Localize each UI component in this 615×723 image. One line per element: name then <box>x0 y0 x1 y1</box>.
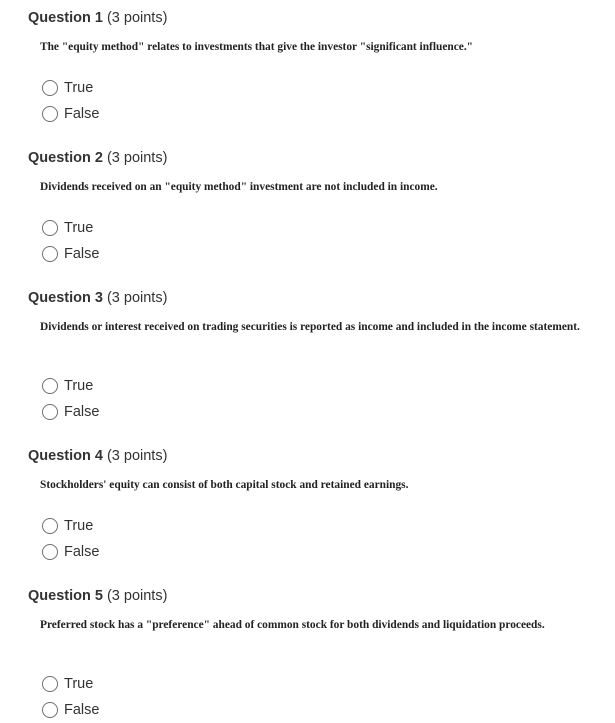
question-prompt: Stockholders' equity can consist of both capital stock and retained earnings. <box>40 479 409 491</box>
question-header <box>28 588 167 604</box>
question-points: (3 points) <box>106 290 168 306</box>
answer-option-false[interactable] <box>42 104 99 124</box>
question-number: Question 1 <box>28 10 103 26</box>
radio-button[interactable] <box>42 220 58 236</box>
answer-option-false[interactable] <box>42 244 99 264</box>
option-label: True <box>64 378 94 394</box>
question-number: Question 3 <box>28 290 103 306</box>
question-points: (3 points) <box>106 10 168 26</box>
question-header <box>28 10 167 26</box>
radio-button[interactable] <box>42 404 58 420</box>
answer-option-true[interactable] <box>42 218 93 238</box>
answer-option-false[interactable] <box>42 700 99 720</box>
question-prompt: Dividends or interest received on trading securities is reported as income and included in the income statement. <box>40 321 580 333</box>
radio-button[interactable] <box>42 702 58 718</box>
answer-option-false[interactable] <box>42 402 99 422</box>
option-label: True <box>64 676 94 692</box>
radio-button[interactable] <box>42 106 58 122</box>
radio-button[interactable] <box>42 676 58 692</box>
option-label: False <box>64 544 100 560</box>
question-prompt: Dividends received on an "equity method" investment are not included in income. <box>40 181 438 193</box>
question-points: (3 points) <box>106 588 168 604</box>
radio-button[interactable] <box>42 80 58 96</box>
option-label: True <box>64 518 94 534</box>
question-number: Question 4 <box>28 448 103 464</box>
question-header <box>28 290 167 306</box>
option-label: False <box>64 702 100 718</box>
answer-option-false[interactable] <box>42 542 99 562</box>
question-number: Question 5 <box>28 588 103 604</box>
option-label: True <box>64 220 94 236</box>
question-header <box>28 150 167 166</box>
option-label: False <box>64 246 100 262</box>
question-points: (3 points) <box>106 448 168 464</box>
question-points: (3 points) <box>106 150 168 166</box>
radio-button[interactable] <box>42 544 58 560</box>
option-label: True <box>64 80 94 96</box>
answer-option-true[interactable] <box>42 516 93 536</box>
question-number: Question 2 <box>28 150 103 166</box>
answer-option-true[interactable] <box>42 78 93 98</box>
radio-button[interactable] <box>42 378 58 394</box>
answer-option-true[interactable] <box>42 674 93 694</box>
radio-button[interactable] <box>42 518 58 534</box>
question-header <box>28 448 167 464</box>
option-label: False <box>64 404 100 420</box>
option-label: False <box>64 106 100 122</box>
question-prompt: Preferred stock has a "preference" ahead of common stock for both dividends and liquidation proceeds. <box>40 619 545 631</box>
question-prompt: The "equity method" relates to investments that give the investor "significant influence." <box>40 41 474 53</box>
answer-option-true[interactable] <box>42 376 93 396</box>
radio-button[interactable] <box>42 246 58 262</box>
